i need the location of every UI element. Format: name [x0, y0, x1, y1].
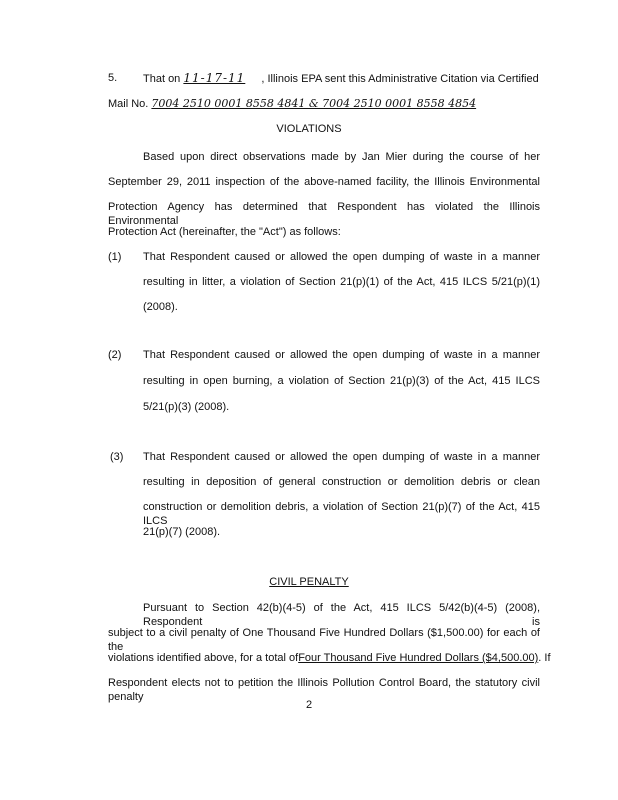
violation-line: 5/21(p)(3) (2008).	[143, 401, 230, 413]
violation-number: (3)	[110, 451, 124, 463]
text-before-date: That on	[143, 73, 181, 85]
handwritten-mail-numbers: 7004 2510 0001 8558 4841 & 7004 2510 0001 8558 4854	[151, 97, 477, 110]
violations-heading: VIOLATIONS	[276, 123, 342, 135]
penalty-line	[108, 651, 551, 665]
penalty-line: subject to a civil penalty of One Thousand Five Hundred Dollars ($1,500.00) for each of the	[108, 627, 540, 653]
violation-line: construction or demolition debris, a violation of Section 21(p)(7) of the Act, 415 ILCS	[143, 501, 540, 527]
violation-line: That Respondent caused or allowed the open dumping of waste in a manner	[143, 451, 540, 463]
penalty-line3-text: violations identified above, for a total of	[108, 652, 299, 664]
civil-penalty-heading	[0, 575, 618, 589]
handwritten-date: 11-17-11	[183, 71, 246, 85]
para5-number: 5.	[108, 72, 118, 84]
violation-line: 21(p)(7) (2008).	[143, 526, 221, 538]
violation-line: That Respondent caused or allowed the open dumping of waste in a manner	[143, 251, 540, 263]
page-number: 2	[305, 699, 313, 711]
intro-line: Based upon direct observations made by Jan Mier during the course of her	[143, 151, 540, 163]
penalty-total: Four Thousand Five Hundred Dollars ($4,500.00)	[298, 652, 539, 664]
mail-line	[108, 97, 476, 111]
text-after-date: , Illinois EPA sent this Administrative Citation via Certified	[261, 73, 539, 85]
penalty-line: Respondent elects not to petition the Illinois Pollution Control Board, the statutory civil penalty	[108, 677, 540, 703]
penalty-line3-end: . If	[538, 652, 551, 664]
intro-line: Protection Agency has determined that Respondent has violated the Illinois Environmental	[108, 201, 540, 227]
violation-line: (2008).	[143, 301, 178, 313]
violation-line: That Respondent caused or allowed the open dumping of waste in a manner	[143, 349, 540, 361]
mail-label: Mail No.	[108, 98, 149, 110]
violation-line: resulting in litter, a violation of Section 21(p)(1) of the Act, 415 ILCS 5/21(p)(1)	[143, 276, 540, 288]
para5-line1	[143, 71, 539, 86]
intro-line: Protection Act (hereinafter, the "Act") as follows:	[108, 226, 341, 238]
violation-line: resulting in open burning, a violation of Section 21(p)(3) of the Act, 415 ILCS	[143, 375, 540, 387]
violation-line: resulting in deposition of general construction or demolition debris or clean	[143, 476, 540, 488]
penalty-line: Pursuant to Section 42(b)(4-5) of the Act, 415 ILCS 5/42(b)(4-5) (2008), Respondent is	[143, 602, 540, 628]
intro-line: September 29, 2011 inspection of the above-named facility, the Illinois Environmental	[108, 176, 540, 188]
violation-number: (2)	[108, 349, 122, 361]
violation-number: (1)	[108, 251, 122, 263]
civil-penalty-heading-text: CIVIL PENALTY	[269, 576, 349, 588]
